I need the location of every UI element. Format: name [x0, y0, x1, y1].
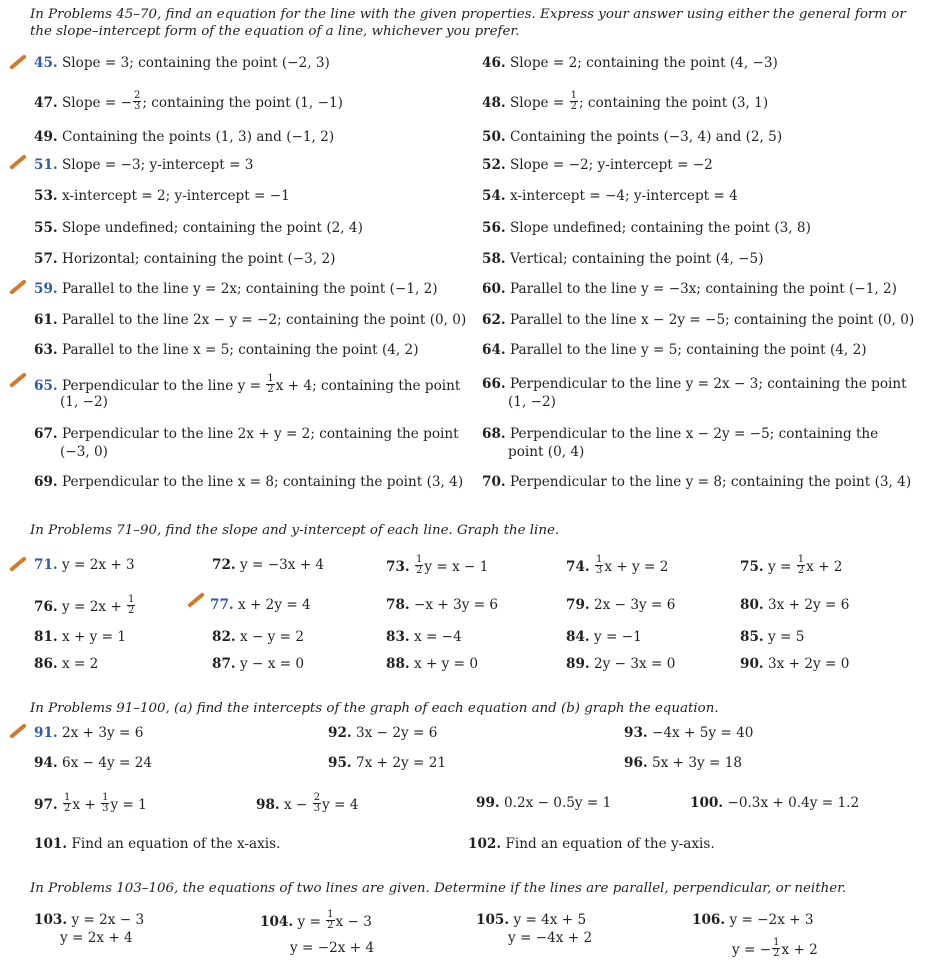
- assigned-mark-icon: [9, 154, 27, 170]
- instructions-91-100: In Problems 91–100, (a) find the intercepts of the graph of each equation and (b) graph the equation.: [30, 701, 719, 716]
- problem-46: 46. Slope = 2; containing the point (4, −3): [482, 55, 778, 71]
- problem-60: 60. Parallel to the line y = −3x; containing the point (−1, 2): [482, 281, 897, 297]
- problem-55: 55. Slope undefined; containing the point (2, 4): [34, 220, 363, 236]
- assigned-mark-icon: [9, 723, 27, 739]
- problem-84: 84. y = −1: [566, 629, 642, 645]
- problem-65: 65. Perpendicular to the line y = $\frac{1}{2}$ x + 4; containing the point: [34, 373, 461, 395]
- problem-73: 73. $\frac{1}{2}$ y = x − 1: [386, 554, 489, 576]
- problem-57: 57. Horizontal; containing the point (−3, 2): [34, 251, 336, 267]
- problem-99: 99. 0.2x − 0.5y = 1: [476, 795, 612, 811]
- problem-101: 101. Find an equation of the x-axis.: [34, 836, 281, 852]
- problem-97: 97. $\frac{1}{2}$ x + $\frac{1}{3}$ y = 1: [34, 792, 147, 814]
- problem-75: 75. y = $\frac{1}{2}$ x + 2: [740, 554, 843, 576]
- problem-95: 95. 7x + 2y = 21: [328, 755, 446, 771]
- problem-79: 79. 2x − 3y = 6: [566, 597, 676, 613]
- problem-93: 93. −4x + 5y = 40: [624, 725, 754, 741]
- problem-89: 89. 2y − 3x = 0: [566, 656, 676, 672]
- problem-90: 90. 3x + 2y = 0: [740, 656, 850, 672]
- problem-103-line2: y = 2x + 4: [60, 930, 133, 946]
- problem-50: 50. Containing the points (−3, 4) and (2, 5): [482, 129, 783, 145]
- assigned-mark-icon: [9, 54, 27, 70]
- problem-92: 92. 3x − 2y = 6: [328, 725, 438, 741]
- problem-64: 64. Parallel to the line y = 5; containing the point (4, 2): [482, 342, 867, 358]
- problem-66-continuation: (1, −2): [508, 394, 556, 410]
- problem-105-line2: y = −4x + 2: [508, 930, 593, 946]
- problem-67: 67. Perpendicular to the line 2x + y = 2; containing the point: [34, 426, 459, 442]
- problem-67-continuation: (−3, 0): [60, 444, 108, 460]
- problem-66: 66. Perpendicular to the line y = 2x − 3; containing the point: [482, 376, 907, 392]
- problem-72: 72. y = −3x + 4: [212, 557, 325, 573]
- problem-88: 88. x + y = 0: [386, 656, 479, 672]
- problem-86: 86. x = 2: [34, 656, 99, 672]
- problem-104: 104. y = $\frac{1}{2}$ x − 3: [260, 909, 372, 931]
- problem-104-line2: y = −2x + 4: [290, 940, 375, 956]
- instructions-45-70: In Problems 45–70, find an equation for the line with the given properties. Express your answer using either the general form or the slope–intercept form of the equation of a line, whichever you prefer.: [30, 7, 906, 39]
- problem-70: 70. Perpendicular to the line y = 8; containing the point (3, 4): [482, 474, 912, 490]
- problem-106-line2: y = − $\frac{1}{2}$ x + 2: [732, 937, 818, 959]
- assigned-mark-icon: [9, 556, 27, 572]
- problem-98: 98. x − $\frac{2}{3}$ y = 4: [256, 792, 359, 814]
- assigned-mark-icon: [187, 592, 205, 608]
- problem-54: 54. x-intercept = −4; y-intercept = 4: [482, 188, 738, 204]
- problem-87: 87. y − x = 0: [212, 656, 305, 672]
- problem-103: 103. y = 2x − 3: [34, 912, 145, 928]
- problem-52: 52. Slope = −2; y-intercept = −2: [482, 157, 713, 173]
- problem-62: 62. Parallel to the line x − 2y = −5; containing the point (0, 0): [482, 312, 915, 328]
- problem-56: 56. Slope undefined; containing the point (3, 8): [482, 220, 811, 236]
- problem-69: 69. Perpendicular to the line x = 8; containing the point (3, 4): [34, 474, 464, 490]
- problem-45: 45. Slope = 3; containing the point (−2, 3): [34, 55, 330, 71]
- problem-102: 102. Find an equation of the y-axis.: [468, 836, 715, 852]
- problem-83: 83. x = −4: [386, 629, 462, 645]
- problem-77: 77. x + 2y = 4: [210, 597, 311, 613]
- problem-63: 63. Parallel to the line x = 5; containing the point (4, 2): [34, 342, 419, 358]
- assigned-mark-icon: [9, 279, 27, 295]
- problem-68: 68. Perpendicular to the line x − 2y = −5; containing the: [482, 426, 879, 442]
- problem-48: 48. Slope = $\frac{1}{2}$ ; containing the point (3, 1): [482, 90, 769, 112]
- problem-94: 94. 6x − 4y = 24: [34, 755, 152, 771]
- problem-80: 80. 3x + 2y = 6: [740, 597, 850, 613]
- problem-85: 85. y = 5: [740, 629, 805, 645]
- problem-49: 49. Containing the points (1, 3) and (−1, 2): [34, 129, 335, 145]
- problem-91: 91. 2x + 3y = 6: [34, 725, 144, 741]
- problem-59: 59. Parallel to the line y = 2x; containing the point (−1, 2): [34, 281, 438, 297]
- problem-96: 96. 5x + 3y = 18: [624, 755, 742, 771]
- problem-105: 105. y = 4x + 5: [476, 912, 587, 928]
- problem-51: 51. Slope = −3; y-intercept = 3: [34, 157, 254, 173]
- problem-81: 81. x + y = 1: [34, 629, 127, 645]
- problem-76: 76. y = 2x + $\frac{1}{2}$: [34, 594, 135, 616]
- problem-58: 58. Vertical; containing the point (4, −5): [482, 251, 764, 267]
- problem-82: 82. x − y = 2: [212, 629, 305, 645]
- problem-74: 74. $\frac{1}{3}$ x + y = 2: [566, 554, 669, 576]
- problem-53: 53. x-intercept = 2; y-intercept = −1: [34, 188, 290, 204]
- problem-47: 47. Slope = − $\frac{2}{3}$ ; containing the point (1, −1): [34, 90, 343, 112]
- problem-71: 71. y = 2x + 3: [34, 557, 135, 573]
- assigned-mark-icon: [9, 372, 27, 388]
- instructions-103-106: In Problems 103–106, the equations of two lines are given. Determine if the lines are parallel, perpendicular, or neither.: [30, 881, 847, 896]
- problem-100: 100. −0.3x + 0.4y = 1.2: [690, 795, 860, 811]
- problem-106: 106. y = −2x + 3: [692, 912, 814, 928]
- problem-68-continuation: point (0, 4): [508, 444, 585, 460]
- instructions-71-90: In Problems 71–90, find the slope and y-intercept of each line. Graph the line.: [30, 523, 560, 538]
- problem-78: 78. −x + 3y = 6: [386, 597, 499, 613]
- problem-65-continuation: (1, −2): [60, 394, 108, 410]
- problem-61: 61. Parallel to the line 2x − y = −2; containing the point (0, 0): [34, 312, 467, 328]
